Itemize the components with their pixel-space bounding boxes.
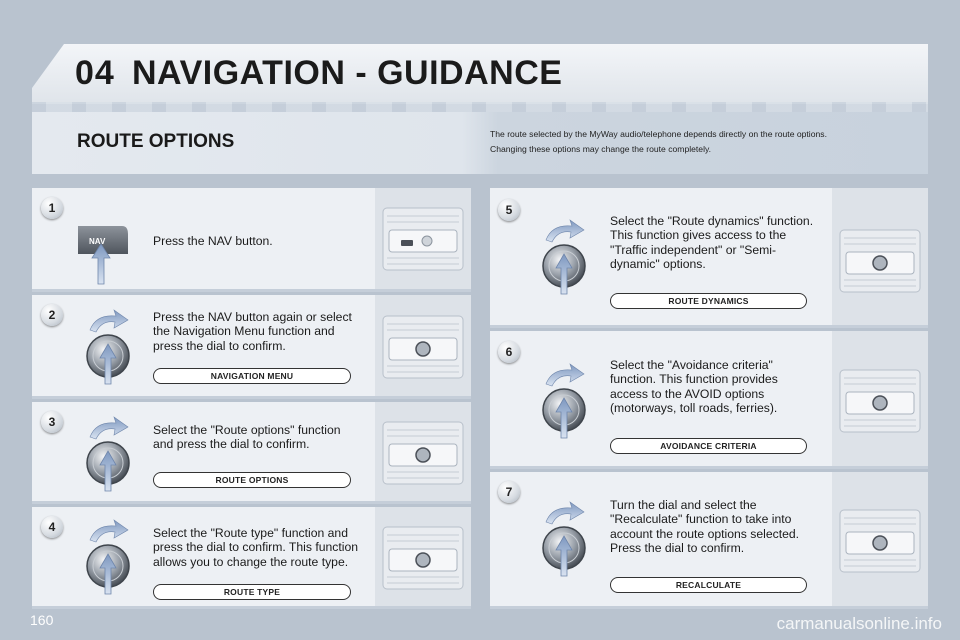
step-3-text (153, 423, 373, 452)
text-line: the Navigation Menu function and (153, 324, 335, 339)
function-label-recalculate: RECALCULATE (610, 577, 807, 593)
text-line: Press the NAV button again or select (153, 310, 352, 324)
intro-line: Changing these options may change the route completely. (490, 144, 712, 154)
radio-unit-icon (838, 368, 922, 434)
rotary-dial-icon (540, 218, 596, 298)
radio-unit-icon (381, 420, 465, 486)
step-4-text (153, 526, 375, 569)
intro-text (490, 127, 910, 157)
turn-arrow-icon (546, 364, 584, 386)
function-label-route-options: ROUTE OPTIONS (153, 472, 351, 488)
text-line: Select the "Route options" function (153, 423, 341, 437)
rotary-dial-icon (84, 518, 140, 598)
text-line: access to the AVOID options (610, 386, 765, 401)
rotary-dial-icon (540, 362, 596, 442)
text-line: function. This function provides (610, 372, 778, 387)
page-number: 160 (30, 612, 54, 628)
function-label-navigation-menu: NAVIGATION MENU (153, 368, 351, 384)
text-line: account the route options selected. (610, 526, 800, 541)
finger-press-icon (74, 216, 130, 286)
turn-arrow-icon (90, 310, 128, 332)
text-line: "Traffic independent" or "Semi- (610, 242, 777, 257)
text-line: press the dial to confirm. This function (153, 540, 359, 555)
text-line: Select the "Route type" function and (153, 526, 348, 540)
turn-arrow-icon (90, 520, 128, 542)
turn-arrow-icon (546, 220, 584, 242)
step-7-text (610, 498, 832, 556)
function-label-route-type: ROUTE TYPE (153, 584, 351, 600)
text-line: (motorways, toll roads, ferries). (610, 401, 778, 416)
intro-line: The route selected by the MyWay audio/telephone depends directly on the route options. (490, 129, 827, 139)
chapter-number: 04 (75, 54, 115, 92)
text-line: and press the dial to confirm. (153, 437, 310, 452)
step-2-text (153, 310, 373, 353)
rotary-dial-icon (540, 500, 596, 580)
radio-unit-icon (381, 314, 465, 380)
step-6-text (610, 358, 832, 416)
step-5-text (610, 214, 832, 272)
radio-unit-icon (838, 508, 922, 574)
text-line: Select the "Avoidance criteria" (610, 358, 773, 372)
nav-key-label: NAV (89, 237, 106, 246)
radio-unit-icon (381, 206, 465, 272)
turn-arrow-icon (90, 417, 128, 439)
rotary-dial-icon (84, 415, 140, 495)
step-number-badge: 4 (41, 516, 63, 538)
decorative-band (32, 102, 928, 112)
turn-arrow-icon (546, 502, 584, 524)
text-line: Press the dial to confirm. (610, 541, 745, 556)
step-number-badge: 3 (41, 411, 63, 433)
text-line: allows you to change the route type. (153, 554, 349, 569)
step-1-text (153, 234, 373, 248)
step-number-badge: 1 (41, 197, 63, 219)
watermark: carmanualsonline.info (776, 614, 942, 633)
text-line: This function gives access to the (610, 228, 787, 243)
step-number-badge: 6 (498, 341, 520, 363)
text-line: Turn the dial and select the (610, 498, 757, 512)
text-line: Select the "Route dynamics" function. (610, 214, 814, 228)
section-title: ROUTE OPTIONS (77, 131, 235, 152)
rotary-dial-icon (84, 308, 140, 388)
text-line: dynamic" options. (610, 257, 706, 272)
text-line: Press the NAV button. (153, 234, 273, 248)
text-line: "Recalculate" function to take into (610, 512, 792, 527)
function-label-avoidance-criteria: AVOIDANCE CRITERIA (610, 438, 807, 454)
step-number-badge: 7 (498, 481, 520, 503)
chapter-title: NAVIGATION - GUIDANCE (132, 54, 563, 92)
radio-unit-icon (381, 525, 465, 591)
step-number-badge: 2 (41, 304, 63, 326)
step-number-badge: 5 (498, 199, 520, 221)
function-label-route-dynamics: ROUTE DYNAMICS (610, 293, 807, 309)
text-line: press the dial to confirm. (153, 338, 286, 353)
radio-unit-icon (838, 228, 922, 294)
